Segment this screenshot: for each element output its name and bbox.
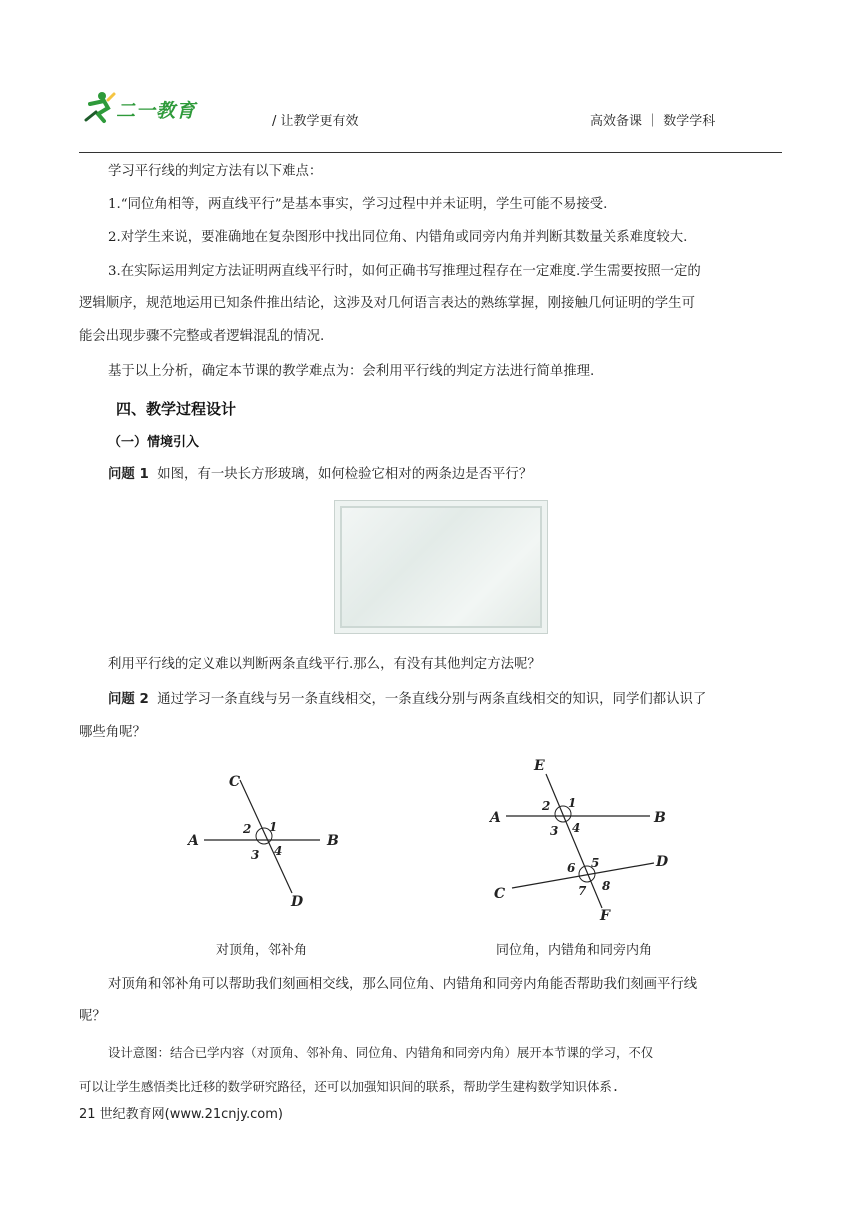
paragraph-difficulty-3-line3: 能会出现步骤不完整或者逻辑混乱的情况.	[79, 329, 325, 344]
header-divider	[79, 152, 782, 153]
question-2	[108, 690, 706, 710]
question-1-text: 如图，有一块长方形玻璃，如何检验它相对的两条边是否平行？	[157, 467, 533, 482]
angle-label-8: 8	[602, 879, 611, 893]
angle-label-6: 6	[567, 861, 576, 875]
angle-label-3: 3	[550, 824, 559, 838]
figure-right-caption: 同位角，内错角和同旁内角	[496, 943, 653, 958]
angle-label-4: 4	[274, 844, 283, 858]
label-D: D	[291, 894, 304, 910]
design-intent-line2: 可以让学生感悟类比迁移的数学研究路径，还可以加强知识间的联系，帮助学生建构数学知识体系.	[79, 1079, 620, 1094]
figure-intersecting-lines	[180, 768, 350, 913]
angle-label-4: 4	[572, 821, 581, 835]
angle-label-7: 7	[578, 884, 587, 898]
label-C: C	[229, 774, 241, 790]
question-1-label: 问题 1	[108, 467, 149, 482]
paragraph-difficulties-intro: 学习平行线的判定方法有以下难点：	[108, 164, 323, 179]
angle-label-2: 2	[542, 799, 551, 813]
design-intent-line1: 设计意图：结合已学内容（对顶角、邻补角、同位角、内错角和同旁内角）展开本节课的学习，不仅	[108, 1045, 654, 1060]
paragraph-difficulty-2: 2.对学生来说，要准确地在复杂图形中找出同位角、内错角或同旁内角并判断其数量关系难度较大.	[108, 230, 688, 245]
logo-text: 二一教育	[116, 100, 197, 122]
footer-source: 21 世纪教育网(www.21cnjy.com)	[79, 1107, 283, 1122]
paragraph-difficulty-3-line2: 逻辑顺序，规范地运用已知条件推出结论，这涉及对几何语言表达的熟练掌握，刚接触几何证明的学生可	[79, 296, 695, 311]
section-heading: 四、教学过程设计	[116, 400, 237, 418]
label-B: B	[327, 833, 339, 849]
figure-left-caption: 对顶角，邻补角	[216, 943, 308, 958]
header-subject: 高效备课 ｜ 数学学科	[590, 114, 716, 129]
label-D: D	[656, 854, 669, 870]
paragraph-other-methods: 利用平行线的定义难以判断两条直线平行.那么，有没有其他判定方法呢？	[108, 657, 541, 672]
subsection-heading: （一）情境引入	[108, 435, 200, 450]
paragraph-difficulty-1: 1.“同位角相等，两直线平行”是基本事实，学习过程中并未证明，学生可能不易接受.	[108, 197, 608, 212]
label-A: A	[188, 833, 199, 849]
angle-label-1: 1	[568, 796, 577, 810]
line-ef	[546, 774, 602, 908]
figure-parallel-transversal	[484, 752, 684, 927]
paragraph-difficulty-3-line1: 3.在实际运用判定方法证明两直线平行时，如何正确书写推理过程存在一定难度.学生需要按照一定的	[108, 264, 701, 279]
angle-label-3: 3	[251, 848, 260, 862]
label-F: F	[600, 908, 610, 924]
question-1	[108, 465, 532, 485]
question-2-line2: 哪些角呢？	[79, 725, 146, 740]
label-C: C	[494, 886, 506, 902]
logo	[84, 90, 196, 124]
line-cd	[240, 780, 292, 893]
paragraph-conclusion: 基于以上分析，确定本节课的教学难点为：会利用平行线的判定方法进行简单推理.	[108, 364, 595, 379]
question-2-text: 通过学习一条直线与另一条直线相交，一条直线分别与两条直线相交的知识，同学们都认识了	[157, 692, 707, 707]
paragraph-transition-line1: 对顶角和邻补角可以帮助我们刻画相交线，那么同位角、内错角和同旁内角能否帮助我们刻画平行线	[108, 977, 698, 992]
label-B: B	[654, 810, 666, 826]
label-E: E	[534, 758, 545, 774]
header-slogan: / 让教学更有效	[272, 114, 359, 129]
glass-pane-image	[334, 500, 548, 634]
angle-label-5: 5	[591, 856, 600, 870]
label-A: A	[490, 810, 501, 826]
angle-label-2: 2	[243, 822, 252, 836]
paragraph-transition-line2: 呢？	[79, 1009, 106, 1024]
angle-label-1: 1	[269, 820, 278, 834]
question-2-label: 问题 2	[108, 692, 149, 707]
